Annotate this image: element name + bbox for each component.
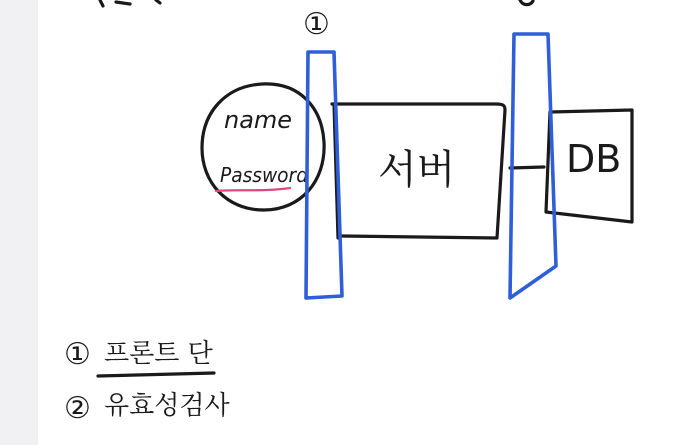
server-label: 서버 xyxy=(378,147,456,193)
note-number: ① xyxy=(64,337,91,372)
password-field-label: Password xyxy=(220,163,309,187)
marker-one xyxy=(303,7,330,42)
cropped-top-scribble xyxy=(100,0,533,6)
marker-one-label: ① xyxy=(303,7,330,42)
db-box xyxy=(546,110,632,222)
note-item xyxy=(64,391,230,426)
note-underline xyxy=(98,373,214,376)
db-label: DB xyxy=(566,137,622,181)
name-field-label: name xyxy=(224,106,293,134)
password-underline xyxy=(216,188,290,191)
note-text: 유효성검사 xyxy=(104,391,230,421)
frontend-validation-bar xyxy=(306,52,342,298)
note-item xyxy=(64,337,214,376)
note-number: ② xyxy=(64,391,91,426)
server-db-connector xyxy=(510,167,544,168)
server-box xyxy=(332,104,505,238)
note-text: 프론트 단 xyxy=(104,339,213,369)
